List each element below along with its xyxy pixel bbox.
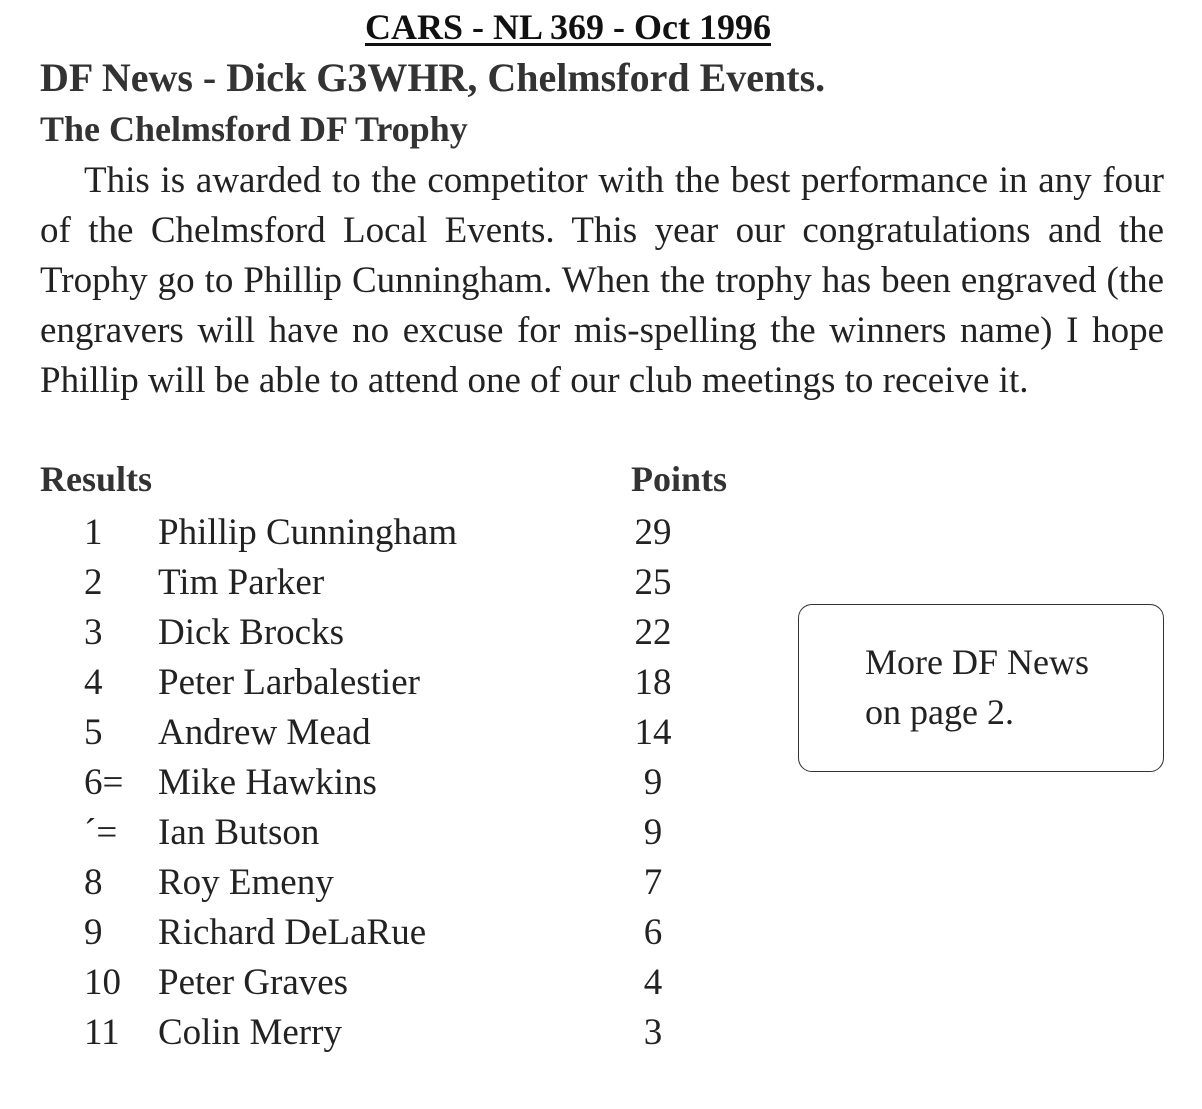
result-points: 4 bbox=[643, 962, 663, 1003]
result-points: 29 bbox=[634, 512, 672, 553]
results-row bbox=[0, 858, 760, 908]
results-row bbox=[0, 758, 760, 808]
result-points: 18 bbox=[634, 662, 672, 703]
result-points: 6 bbox=[643, 912, 663, 953]
result-rank: 8 bbox=[84, 862, 103, 903]
result-points: 14 bbox=[634, 712, 672, 753]
results-row bbox=[0, 958, 760, 1008]
result-name: Roy Emeny bbox=[158, 862, 334, 903]
more-news-line2: on page 2. bbox=[865, 692, 1014, 732]
result-name: Peter Graves bbox=[158, 962, 349, 1003]
result-rank: 2 bbox=[84, 562, 103, 603]
result-points: 22 bbox=[634, 612, 672, 653]
more-news-line1: More DF News bbox=[865, 642, 1089, 682]
result-points: 9 bbox=[643, 812, 663, 853]
result-name: Ian Butson bbox=[158, 812, 320, 853]
results-row bbox=[0, 558, 760, 608]
result-rank: 10 bbox=[84, 962, 121, 1003]
result-rank: ´= bbox=[84, 812, 118, 853]
article-subtitle: The Chelmsford DF Trophy bbox=[40, 109, 468, 149]
result-name: Phillip Cunningham bbox=[158, 512, 458, 553]
results-row bbox=[0, 608, 760, 658]
results-row bbox=[0, 808, 760, 858]
more-news-callout bbox=[798, 604, 1164, 772]
result-points: 25 bbox=[634, 562, 672, 603]
article-title: DF News - Dick G3WHR, Chelmsford Events. bbox=[40, 55, 826, 100]
result-rank: 11 bbox=[84, 1012, 120, 1053]
result-name: Richard DeLaRue bbox=[158, 912, 427, 953]
result-name: Peter Larbalestier bbox=[158, 662, 420, 703]
result-rank: 5 bbox=[84, 712, 103, 753]
result-name: Colin Merry bbox=[158, 1012, 342, 1053]
results-row bbox=[0, 908, 760, 958]
result-rank: 1 bbox=[84, 512, 103, 553]
result-name: Dick Brocks bbox=[158, 612, 344, 653]
article-paragraph: This is awarded to the competitor with the best performance in any four of the Chelmsford Local Events. This year our congratulations and the Trophy go to Phillip Cunningham. When the trophy has been engraved (the engravers will have no excuse for mis-spelling the winners name) I hope Phillip will be able to attend one of our club meetings to receive it. bbox=[40, 160, 1164, 401]
result-name: Mike Hawkins bbox=[158, 762, 377, 803]
more-news-text bbox=[865, 637, 1089, 737]
newsletter-header: CARS - NL 369 - Oct 1996 bbox=[365, 7, 771, 47]
result-rank: 6= bbox=[84, 762, 124, 803]
result-points: 7 bbox=[643, 862, 663, 903]
results-row bbox=[0, 708, 760, 758]
result-rank: 3 bbox=[84, 612, 103, 653]
results-row bbox=[0, 1008, 760, 1058]
results-table bbox=[0, 508, 760, 1058]
result-rank: 9 bbox=[84, 912, 103, 953]
results-row bbox=[0, 658, 760, 708]
result-name: Tim Parker bbox=[158, 562, 325, 603]
result-points: 3 bbox=[643, 1012, 663, 1053]
result-points: 9 bbox=[643, 762, 663, 803]
result-rank: 4 bbox=[84, 662, 103, 703]
points-heading: Points bbox=[631, 459, 728, 499]
results-heading: Results bbox=[40, 459, 153, 499]
result-name: Andrew Mead bbox=[158, 712, 371, 753]
results-row bbox=[0, 508, 760, 558]
